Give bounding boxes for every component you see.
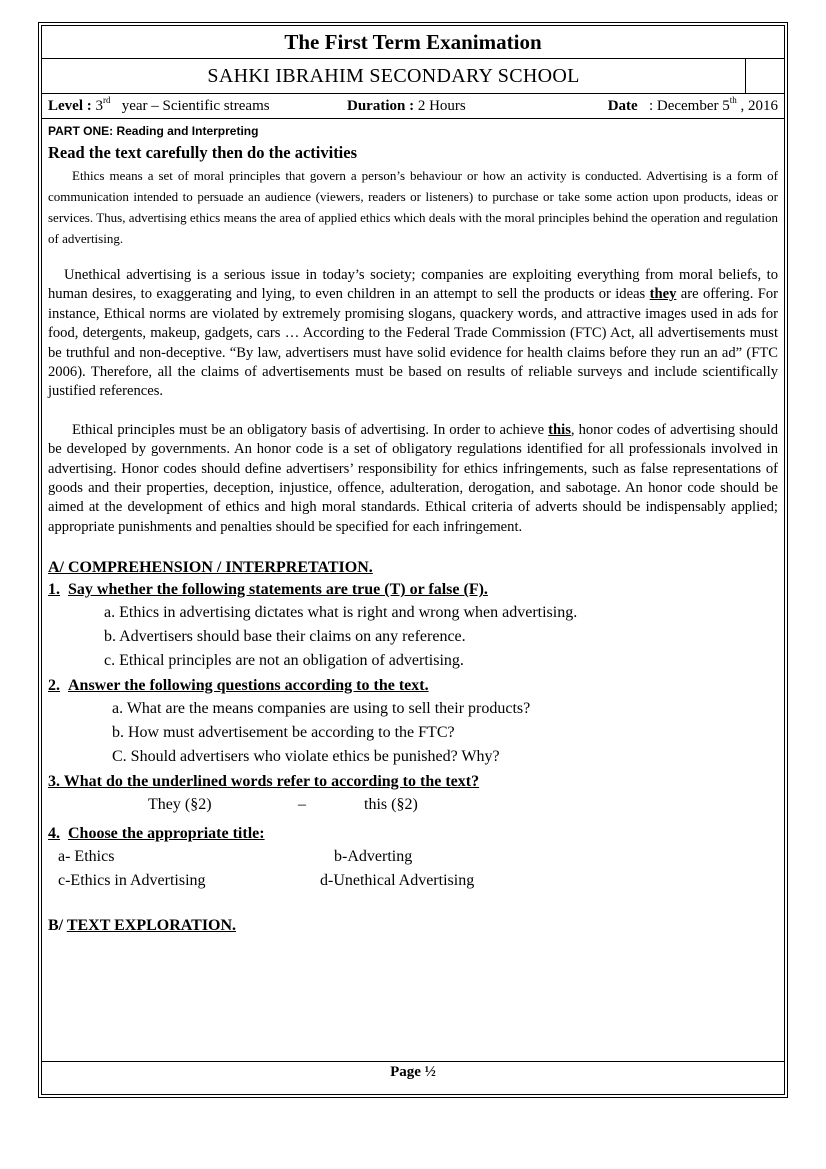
- q1-item-b: b. Advertisers should base their claims on any reference.: [104, 628, 466, 646]
- q2-item-b: b. How must advertisement be according to the FTC?: [112, 724, 455, 742]
- title-option-c: c-Ethics in Advertising: [58, 872, 206, 890]
- q4-options-row-1: [48, 845, 778, 869]
- title-option-b: b-Adverting: [334, 848, 413, 866]
- q2-item-a: a. What are the means companies are using to sell their products?: [112, 700, 531, 718]
- part-one-heading: PART ONE: Reading and Interpreting: [48, 124, 259, 138]
- q2-item-c: C. Should advertisers who violate ethics be punished? Why?: [112, 748, 500, 766]
- school-row: [42, 59, 784, 94]
- question-3: 3. What do the underlined words refer to according to the text?: [48, 773, 480, 791]
- ref-dash: –: [298, 796, 306, 814]
- info-row: [42, 94, 784, 119]
- exam-body: [48, 120, 778, 935]
- question-2: 2. Answer the following questions according to the text.: [48, 677, 429, 695]
- underlined-word-this: this: [548, 421, 571, 438]
- title-option-a: a- Ethics: [58, 848, 115, 866]
- title-option-d: d-Unethical Advertising: [320, 872, 475, 890]
- ref-this: this (§2): [364, 796, 418, 814]
- q4-options-row-2: [48, 869, 778, 893]
- page-footer: Page ½: [42, 1061, 784, 1094]
- instruction-heading: Read the text carefully then do the activities: [48, 143, 358, 162]
- date-info: Date : December 5th , 2016: [607, 95, 778, 114]
- question-1: 1. Say whether the following statements are true (T) or false (F).: [48, 581, 488, 599]
- q1-item-a: a. Ethics in advertising dictates what is right and wrong when advertising.: [104, 604, 578, 622]
- section-b-heading: B/ TEXT EXPLORATION.: [48, 917, 237, 935]
- ref-they: They (§2): [148, 796, 212, 814]
- exam-inner-border: [41, 25, 785, 1095]
- underlined-word-they: they: [649, 286, 677, 303]
- paragraph-1: Ethics means a set of moral principles that govern a person’s behaviour or how an activity is conducted. Advertising is a form of communication intended to persuade an audience (viewers, readers or listeners) to purchase or take some action upon products, ideas or services. Thus, advertising ethics means the area of applied ethics which deals with the moral principles behind the operation and regulation of advertising.: [48, 168, 778, 246]
- exam-outer-border: [38, 22, 788, 1098]
- section-a-heading: A/ COMPREHENSION / INTERPRETATION.: [48, 559, 373, 577]
- question-4: 4. Choose the appropriate title:: [48, 825, 265, 843]
- exam-title: The First Term Exanimation: [42, 26, 784, 59]
- q1-item-c: c. Ethical principles are not an obligation of advertising.: [104, 652, 464, 670]
- level-info: Level : 3rd year – Scientific streams: [48, 95, 270, 114]
- paragraph-2: Unethical advertising is a serious issue in today’s society; companies are exploiting everything from moral beliefs, to human desires, to exaggerating and lying, to even children in an attempt to sell the products or ideas they are offering. For instance, Ethical norms are violated by extremely promising slogans, quackery words, and attractive images used in ads for food, detergents, makeup, gadgets, cars … According to the Federal Trade Commission (FTC) Act, all advertisements must be truthful and non-deceptive. “By law, advertisers must have solid evidence for health claims before they run an ad” (FTC 2006). Therefore, all the claims of advertisements must be based on results of reliable surveys and include scientifically justified references.: [48, 267, 779, 400]
- duration-info: Duration : 2 Hours: [347, 98, 466, 114]
- q3-references: [48, 793, 778, 819]
- school-name: SAHKI IBRAHIM SECONDARY SCHOOL: [42, 59, 746, 93]
- paragraph-3: Ethical principles must be an obligatory basis of advertising. In order to achieve this, honor codes of advertising should be developed by governments. An honor code is a set of obligatory regulations identified for all professionals involved in advertising. Honor codes should define advertisers’ responsibility for ethics infringements, such as false representations of goods and their properties, deception, injustice, offence, adulteration, derogation, and sabotage. An honor code should be aimed at the development of ethics and high moral standards. Ethical criteria of adverts should be indispensably applied; appropriate punishments and penalties should be specified for each infringement.: [48, 421, 778, 535]
